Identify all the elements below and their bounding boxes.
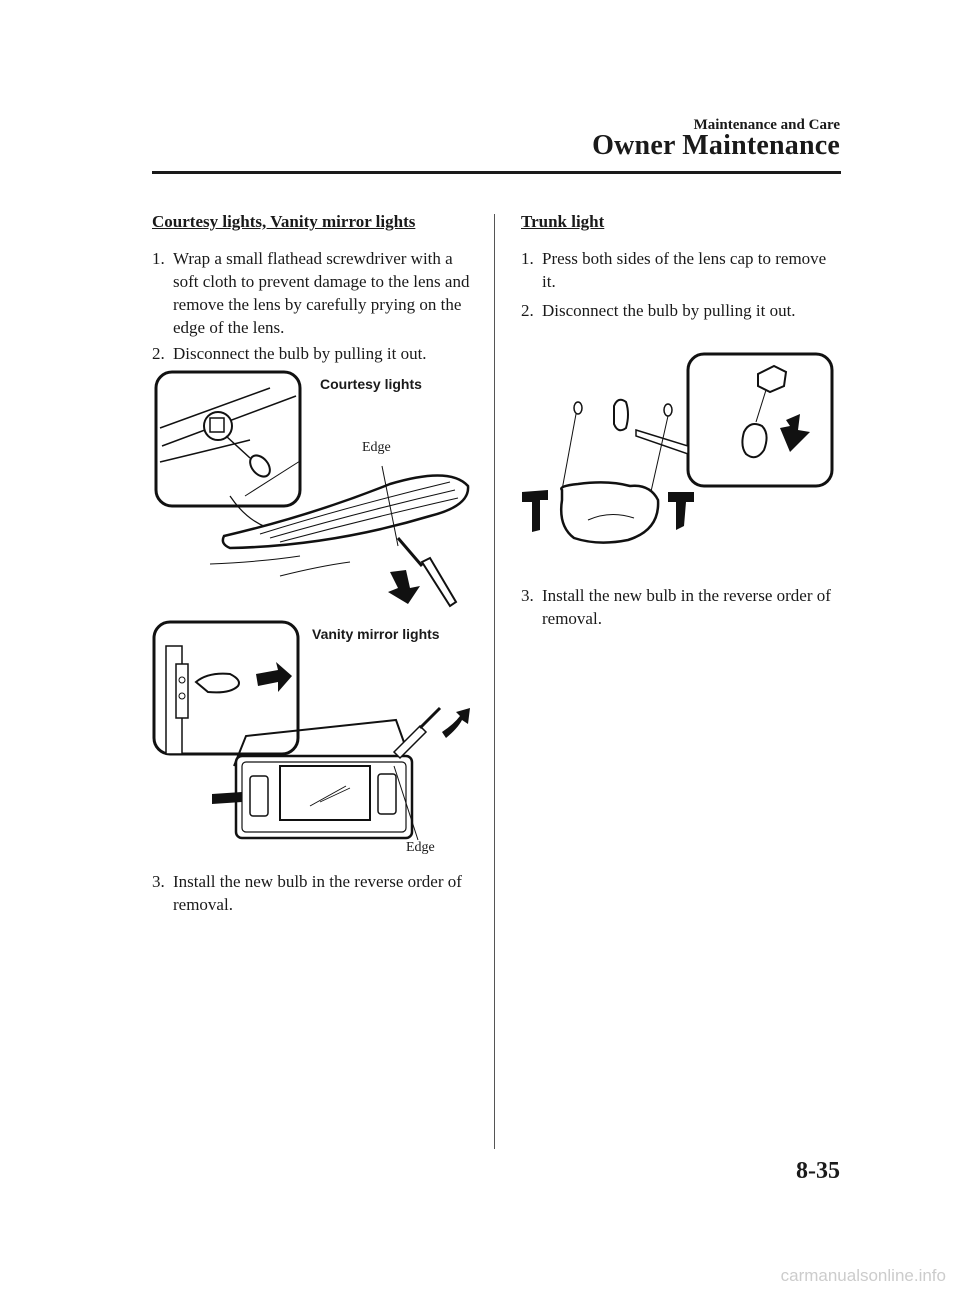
watermark: carmanualsonline.info [780,1266,946,1285]
step-number: 1. [521,249,534,268]
section-title: Owner Maintenance [592,130,840,161]
vanity-mirror-lights-figure [150,616,480,856]
left-step-3 [152,870,477,916]
left-step-1 [152,247,477,339]
step-text: Install the new bulb in the reverse order of removal. [173,872,462,914]
trunk-light-illustration [518,350,838,550]
left-step-2 [152,342,477,365]
page-number: 8-35 [796,1158,840,1184]
right-step-1 [521,247,841,293]
courtesy-lights-figure [150,366,470,616]
step-text: Disconnect the bulb by pulling it out. [173,344,427,363]
step-text: Press both sides of the lens cap to remove it. [542,249,827,291]
header-rule [152,171,841,174]
courtesy-lights-illustration [150,366,470,616]
step-number: 2. [152,344,165,363]
chapter-label: Maintenance and Care [693,117,840,133]
vanity-mirror-lights-label: Vanity mirror lights [312,626,440,642]
courtesy-lights-label: Courtesy lights [320,376,422,392]
right-step-3 [521,584,841,630]
step-text: Disconnect the bulb by pulling it out. [542,301,796,320]
step-number: 3. [152,872,165,891]
step-text: Wrap a small flathead screwdriver with a soft cloth to prevent damage to the lens and remove the lens by carefully prying on the edge of the lens. [173,249,470,337]
edge-label: Edge [362,440,391,455]
trunk-light-heading: Trunk light [521,212,605,231]
column-divider [494,214,495,1149]
courtesy-vanity-heading: Courtesy lights, Vanity mirror lights [152,212,416,231]
edge-label: Edge [406,840,435,855]
step-number: 2. [521,301,534,320]
step-number: 3. [521,586,534,605]
vanity-mirror-lights-illustration [150,616,480,856]
right-step-2 [521,299,841,322]
trunk-light-figure [518,350,838,550]
step-number: 1. [152,249,165,268]
step-text: Install the new bulb in the reverse order of removal. [542,586,831,628]
